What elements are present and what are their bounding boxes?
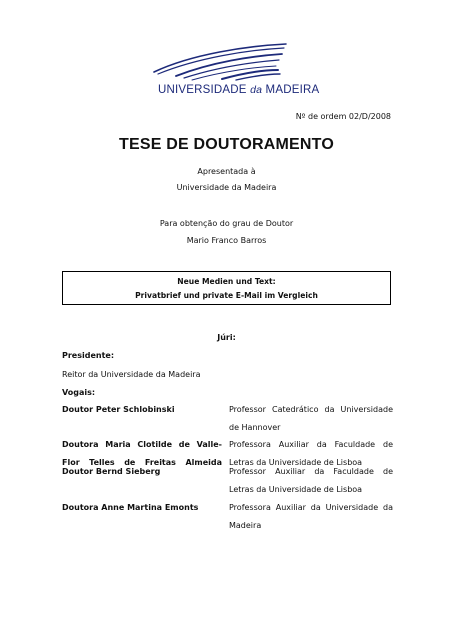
- vogais-label: Vogais:: [62, 388, 96, 397]
- jury-member-name: Doutor Peter Schlobinski: [62, 405, 175, 414]
- presented-line-2: Universidade da Madeira: [176, 183, 277, 192]
- jury-member-affiliation: Professora Auxiliar da Faculdade de Letras da Universidade de Lisboa: [229, 440, 393, 467]
- thesis-title-line-1: Neue Medien und Text:: [177, 277, 276, 286]
- jury-member-name: Doutora Maria Clotilde de Valle-Flor Telles de Freitas Almeida: [62, 440, 222, 467]
- logo-swoosh-icon: [152, 40, 292, 84]
- jury-member-name: Doutora Anne Martina Emonts: [62, 503, 199, 512]
- logo-wordmark: UNIVERSIDADE da MADEIRA: [158, 84, 320, 96]
- jury-heading: Júri:: [217, 333, 236, 342]
- jury-member-affiliation: Professor Catedrático da Universidade de Hannover: [229, 405, 393, 432]
- presented-line-1: Apresentada à: [197, 167, 256, 176]
- presidente-value: Reitor da Universidade da Madeira: [62, 370, 201, 379]
- order-number: Nº de ordem 02/D/2008: [295, 112, 391, 121]
- author-name: Mario Franco Barros: [186, 236, 267, 245]
- page-title: TESE DE DOUTORAMENTO: [119, 136, 334, 153]
- thesis-title-box: [62, 271, 391, 305]
- thesis-title-line-2: Privatbrief und private E-Mail im Vergleich: [135, 291, 318, 300]
- university-logo: [152, 40, 320, 102]
- presidente-label: Presidente:: [62, 351, 115, 360]
- jury-member-affiliation: Professor Auxiliar da Faculdade de Letras da Universidade de Lisboa: [229, 467, 393, 494]
- jury-member-name: Doutor Bernd Sieberg: [62, 467, 161, 476]
- degree-line: Para obtenção do grau de Doutor: [159, 219, 294, 228]
- jury-member-affiliation: Professora Auxiliar da Universidade da Madeira: [229, 503, 393, 530]
